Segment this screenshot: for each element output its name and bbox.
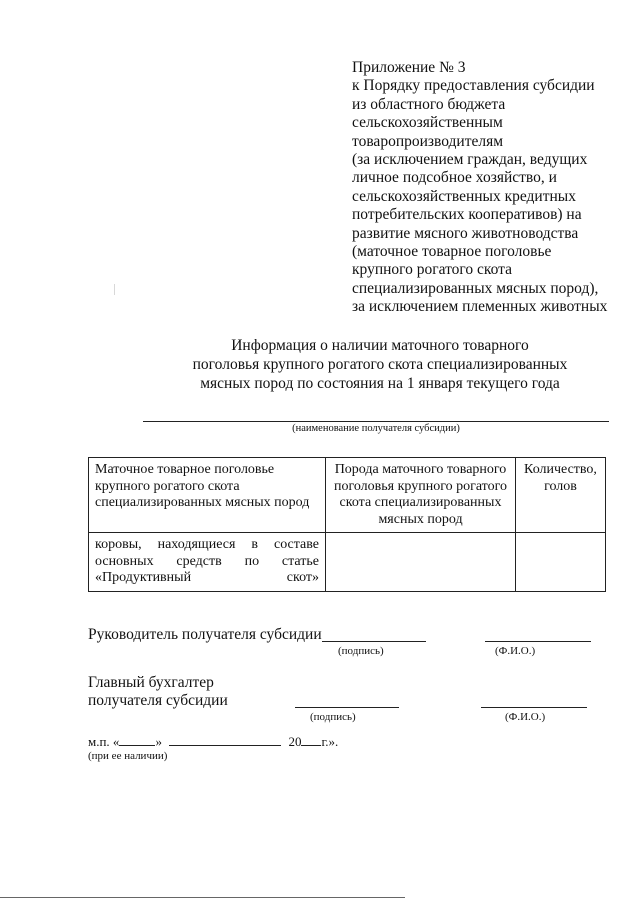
head-label: Руководитель получателя субсидии [88,626,322,643]
recipient-caption: (наименование получателя субсидии) [292,423,460,434]
appendix-line: потребительских кооперативов) на [352,206,582,224]
table-row [89,533,606,592]
head-name-field[interactable] [485,641,591,642]
year-prefix: 20 [288,734,302,749]
stamp-note: (при ее наличии) [88,750,168,762]
accountant-label-line2: получателя субсидии [88,692,228,709]
appendix-line: личное подсобное хозяйство, и [352,169,557,187]
header-cell-count: Количество, голов [516,458,606,533]
year-field[interactable] [301,735,321,746]
title-line: Информация о наличии маточного товарного [231,337,529,354]
livestock-table [88,457,606,592]
table-header-row [89,458,606,533]
appendix-line: (маточное товарное поголовье [352,243,552,261]
footer-divider [0,897,405,898]
appendix-line: сельскохозяйственным [352,114,503,132]
appendix-line: специализированных мясных пород), [352,279,599,297]
header-cell-herd: Маточное товарное поголовье крупного рогатого скота специализированных мясных пород [89,458,326,533]
year-suffix: г.». [321,734,339,749]
title-line: мясных пород по состояния на 1 января текущего года [200,375,560,392]
head-name-caption: (Ф.И.О.) [495,645,536,657]
count-cell[interactable] [516,533,606,592]
appendix-line: к Порядку предоставления субсидии [352,77,595,95]
appendix-line: развитие мясного животноводства [352,224,579,242]
stamp-quote-close: » [155,734,162,749]
appendix-line: за исключением племенных животных [352,298,608,316]
title-line: поголовья крупного рогатого скота специализированных [192,356,568,373]
appendix-line: Приложение № 3 [352,59,466,76]
scan-mark [114,284,115,295]
accountant-signature-caption: (подпись) [310,711,356,723]
row-label-cell: коровы, находящиеся в составе основных средств по статье «Продуктивный скот» [89,533,326,592]
breed-cell[interactable] [326,533,516,592]
stamp-date-line [88,734,338,750]
accountant-name-field[interactable] [481,707,587,708]
appendix-line: крупного рогатого скота [352,261,513,279]
appendix-line: из областного бюджета [352,95,506,113]
appendix-header [352,59,622,317]
document-title [130,336,630,393]
accountant-label-line1: Главный бухгалтер [88,674,214,691]
day-field[interactable] [119,735,155,746]
accountant-name-caption: (Ф.И.О.) [505,711,546,723]
appendix-line: товаропроизводителям [352,132,504,150]
appendix-line: сельскохозяйственных кредитных [352,187,576,205]
accountant-signature-field[interactable] [295,707,399,708]
appendix-line: (за исключением граждан, ведущих [352,151,588,169]
month-field[interactable] [169,735,281,746]
head-signature-field[interactable] [322,641,426,642]
head-signature-caption: (подпись) [338,645,384,657]
header-cell-breed: Порода маточного товарного поголовья крупного рогатого скота специализированных мясных пород [326,458,516,533]
stamp-prefix: м.п. « [88,734,120,749]
recipient-name-field[interactable] [143,421,609,422]
